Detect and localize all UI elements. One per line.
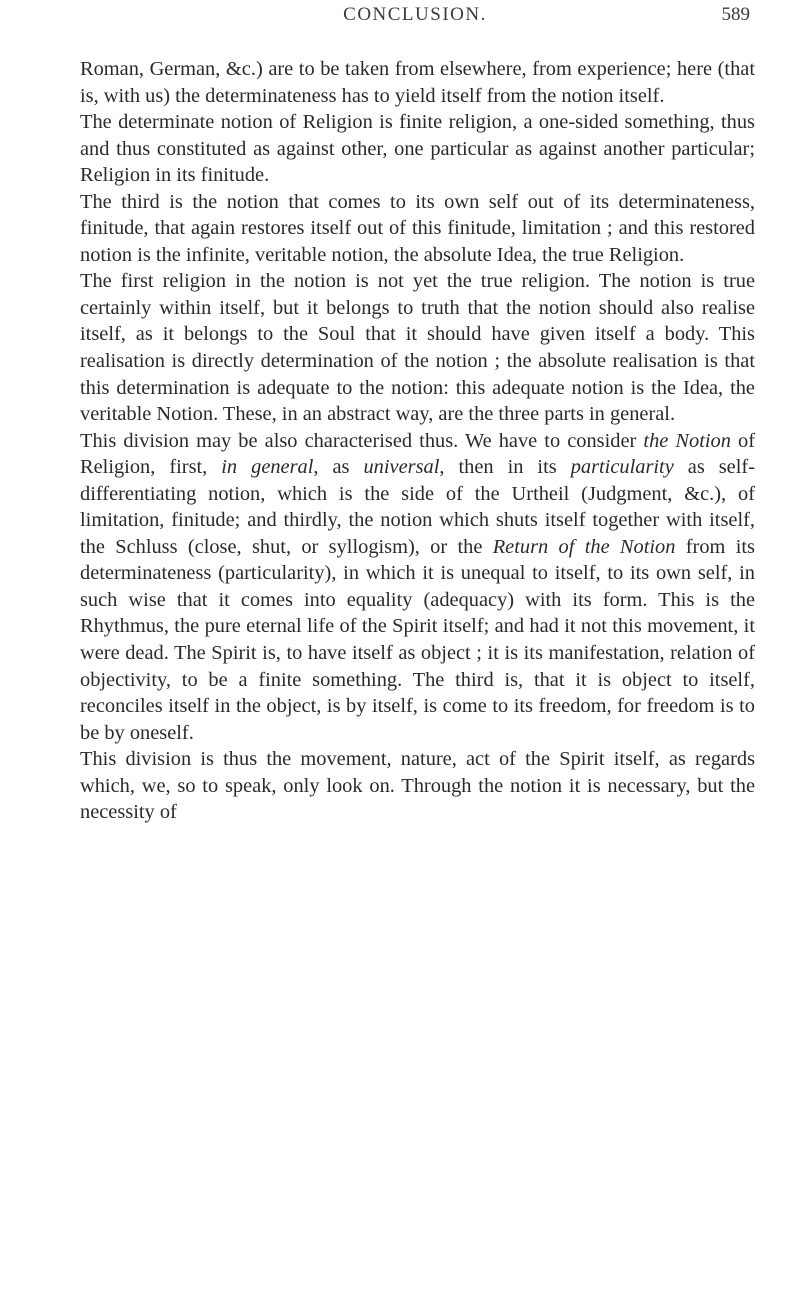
paragraph-5-segment: , as [313,456,364,479]
page-number: 589 [721,4,750,25]
running-title: CONCLUSION. [343,4,487,25]
paragraph-2: The determinate notion of Religion is finite religion, a one-sided something, thus and thus constituted as against other, one particular as against another particular; Religion in its finitude. [80,111,755,187]
paragraph-5-segment-italic: universal [363,456,440,479]
paragraph-5-segment: of Religion, first, [80,429,755,479]
body-text [80,56,755,826]
paragraph-1: Roman, German, &c.) are to be taken from elsewhere, from experience; here (that is, with us) the determinateness has to yield itself from the notion itself. [80,58,755,107]
paragraph-5-segment-italic: particularity [570,456,674,479]
paragraph-5-segment: , then in its [439,456,571,479]
paragraph-4: The first religion in the notion is not yet the true religion. The notion is true certainly within itself, but it belongs to truth that the notion should also realise itself, as it belongs to the Soul that it should have given itself a body. This realisation is directly determination of the notion ; the absolute realisation is that this determination is adequate to the notion: this adequate notion is the Idea, the veritable Notion. These, in an abstract way, are the three parts in general. [80,270,755,426]
paragraph-5-segment-italic: in general [221,456,314,479]
paragraph-5-segment: as self-differentiating notion, which is the side of the Urtheil (Judgment, &c.), of limitation, finitude; and thirdly, the notion which shuts itself together with itself, the Schluss (close, shut, or syllogism), or the [80,456,755,558]
paragraph-5-segment: This division may be also characterised thus. We have to consider [80,429,644,452]
running-head [80,0,750,38]
paragraph-5-segment-italic: the Notion [643,429,731,452]
paragraph-5 [80,428,755,747]
paragraph-5-segment: from its determinateness (particularity), in which it is unequal to itself, to its own self, in such wise that it comes into equality (adequacy) with its form. This is the Rhythmus, the pure eternal life of the Spirit itself; and had it not this movement, it were dead. The Spirit is, to have itself as object ; it is its manifestation, relation of objectivity, to be a finite something. The third is, that it is object to itself, reconciles itself in the object, is by itself, is come to its freedom, for freedom is to be by oneself. [80,535,755,744]
paragraph-6: This division is thus the movement, nature, act of the Spirit itself, as regards which, we, so to speak, only look on. Through the notion it is necessary, but the necessity of [80,748,755,824]
paragraph-5-segment-italic: Return of the Notion [492,535,676,558]
paragraph-3: The third is the notion that comes to its own self out of its determinateness, finitude, that again restores itself out of this finitude, limitation ; and this restored notion is the infinite, veritable notion, the absolute Idea, the true Religion. [80,190,755,266]
